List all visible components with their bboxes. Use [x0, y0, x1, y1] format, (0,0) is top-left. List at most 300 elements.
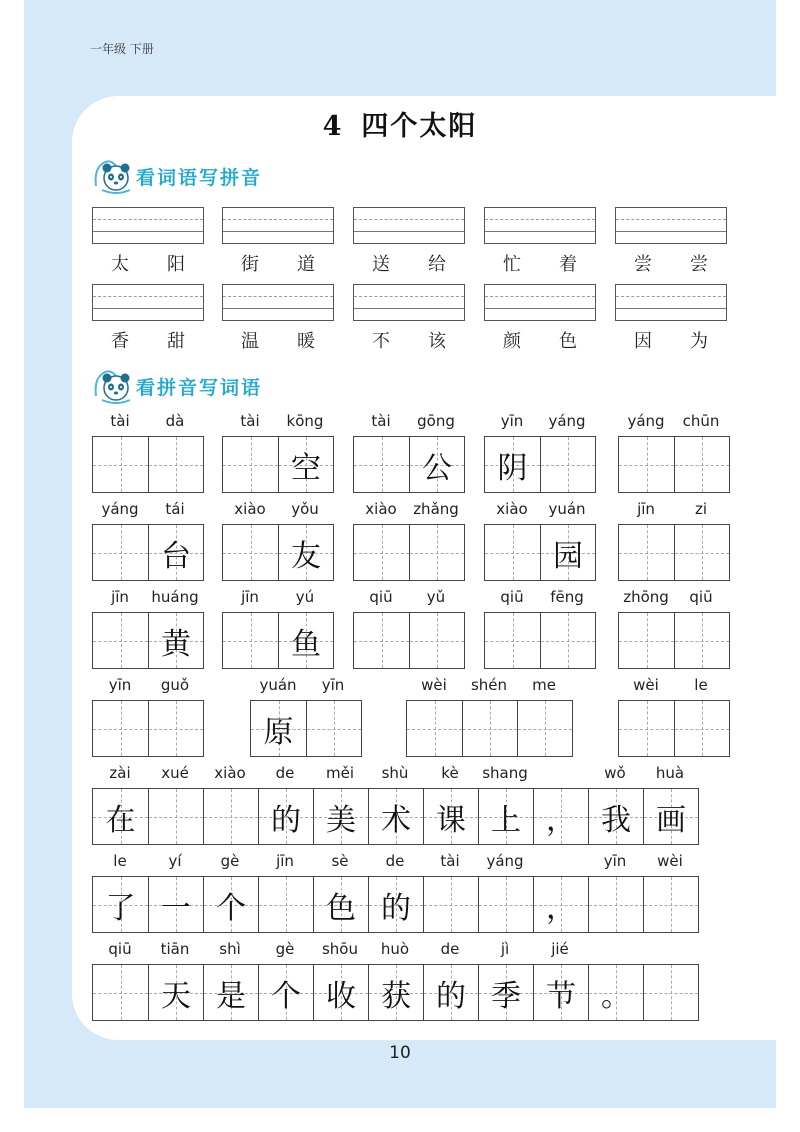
grid-char: 公: [422, 450, 452, 486]
tianzige-cell[interactable]: [306, 701, 361, 756]
tianzige-cell[interactable]: [540, 613, 595, 668]
tianzige-cell[interactable]: [258, 789, 313, 844]
word-grid: [618, 436, 730, 493]
tianzige-cell[interactable]: [485, 613, 540, 668]
grid-char: [407, 701, 462, 756]
tianzige-cell[interactable]: [540, 525, 595, 580]
lesson-number: 4: [322, 111, 344, 142]
tianzige-cell[interactable]: [148, 877, 203, 932]
lesson-name: 四个太阳: [361, 111, 478, 142]
pinyin-label: sè: [331, 852, 349, 870]
grid-char: ，: [546, 802, 576, 838]
tianzige-cell[interactable]: [223, 437, 278, 492]
pinyin-answer-box[interactable]: [353, 284, 465, 321]
pinyin-label: xiào: [214, 764, 246, 782]
tianzige-cell[interactable]: [619, 701, 674, 756]
word-grid: [406, 700, 573, 757]
tianzige-cell[interactable]: [278, 525, 333, 580]
pinyin-label: zi: [694, 500, 708, 518]
tianzige-cell[interactable]: [203, 877, 258, 932]
pinyin-label: zài: [109, 764, 131, 782]
tianzige-cell[interactable]: [485, 525, 540, 580]
word-grid: [250, 700, 362, 757]
pinyin-label: shōu: [321, 940, 358, 958]
pinyin-label: yǒu: [291, 500, 319, 518]
pinyin-label: xiào: [234, 500, 266, 518]
section-1-heading: [92, 156, 262, 196]
tianzige-cell[interactable]: [423, 965, 478, 1020]
lesson-title: [0, 104, 800, 143]
tianzige-cell[interactable]: [533, 877, 588, 932]
pinyin-label: dà: [165, 412, 185, 430]
grid-char: 美: [326, 802, 356, 838]
word-grid: [484, 612, 596, 669]
pinyin-label: fēng: [550, 588, 584, 606]
tianzige-cell[interactable]: [368, 877, 423, 932]
grid-char: 上: [491, 802, 521, 838]
grid-char: [675, 701, 729, 756]
guide-line: [93, 296, 203, 297]
grid-char: [204, 789, 258, 844]
vocab-char: 道: [297, 254, 315, 275]
pinyin-label: jì: [500, 940, 510, 958]
pinyin-label: shì: [219, 940, 241, 958]
tianzige-cell[interactable]: [148, 701, 203, 756]
panda-icon: [92, 156, 134, 196]
pinyin-label: jīn: [276, 852, 294, 870]
tianzige-cell[interactable]: [223, 613, 278, 668]
pinyin-label: kè: [441, 764, 459, 782]
grid-char: [518, 701, 572, 756]
guide-line: [485, 308, 595, 309]
tianzige-cell[interactable]: [313, 965, 368, 1020]
pinyin-label: kōng: [286, 412, 324, 430]
grid-char: [541, 613, 595, 668]
tianzige-cell[interactable]: [93, 525, 148, 580]
grid-char: 个: [216, 890, 246, 926]
pinyin-label: yáng: [486, 852, 524, 870]
guide-line: [616, 219, 726, 220]
pinyin-label: qiū: [500, 588, 524, 606]
tianzige-cell[interactable]: [674, 701, 729, 756]
pinyin-label: wèi: [657, 852, 683, 870]
pinyin-label: yīn: [603, 852, 627, 870]
word-grid: [618, 612, 730, 669]
grid-char: [149, 701, 203, 756]
guide-line: [354, 308, 464, 309]
tianzige-cell[interactable]: [409, 525, 464, 580]
tianzige-cell[interactable]: [485, 437, 540, 492]
word-grid: [618, 700, 730, 757]
pinyin-label: yáng: [627, 412, 665, 430]
pinyin-answer-box[interactable]: [92, 284, 204, 321]
vocab-char: 街: [241, 254, 259, 275]
section-1-title: 看词语写拼音: [136, 166, 263, 189]
tianzige-cell[interactable]: [588, 789, 643, 844]
grid-char: 鱼: [291, 626, 321, 662]
grid-char: 课: [436, 802, 466, 838]
pinyin-label: yú: [295, 588, 315, 606]
pinyin-label: xué: [161, 764, 189, 782]
word-grid: [92, 612, 204, 669]
pinyin-label: gè: [275, 940, 295, 958]
sentence-grid: [92, 964, 699, 1021]
grid-char: 获: [381, 978, 411, 1014]
pinyin-label: de: [385, 852, 405, 870]
pinyin-label: me: [532, 676, 556, 694]
tianzige-cell[interactable]: [93, 437, 148, 492]
guide-line: [616, 296, 726, 297]
grid-char: [424, 877, 478, 932]
grid-char: [93, 701, 148, 756]
grid-char: [149, 789, 203, 844]
tianzige-cell[interactable]: [533, 789, 588, 844]
word-grid: [353, 436, 465, 493]
grid-char: [93, 613, 148, 668]
grid-char: 原: [263, 714, 294, 750]
tianzige-cell[interactable]: [423, 789, 478, 844]
tianzige-cell[interactable]: [588, 965, 643, 1020]
pinyin-label: guǒ: [160, 676, 190, 694]
tianzige-cell[interactable]: [368, 789, 423, 844]
guide-line: [223, 308, 333, 309]
grid-char: [93, 525, 148, 580]
grid-char: [149, 437, 203, 492]
tianzige-cell[interactable]: [278, 613, 333, 668]
pinyin-label: měi: [325, 764, 354, 782]
pinyin-answer-box[interactable]: [92, 207, 204, 244]
grid-char: 色: [326, 890, 356, 926]
grid-char: 季: [491, 978, 521, 1014]
vocab-char: 忙: [503, 254, 521, 275]
vocab-word: [92, 250, 204, 276]
tianzige-cell[interactable]: [223, 525, 278, 580]
guide-line: [223, 219, 333, 220]
tianzige-cell[interactable]: [643, 965, 698, 1020]
vocab-char: 颜: [503, 331, 521, 352]
vocab-word: [353, 327, 465, 353]
vocab-word: [615, 250, 727, 276]
pinyin-label: zhōng: [623, 588, 669, 606]
grid-char: 。: [601, 978, 631, 1014]
grid-char: [644, 965, 698, 1020]
vocab-char: 甜: [167, 331, 185, 352]
grid-char: [619, 525, 674, 580]
tianzige-cell[interactable]: [533, 965, 588, 1020]
word-grid: [353, 524, 465, 581]
tianzige-cell[interactable]: [313, 877, 368, 932]
guide-line: [485, 231, 595, 232]
grid-char: 的: [271, 802, 301, 838]
vocab-char: 色: [559, 331, 577, 352]
section-2-heading: [92, 366, 262, 406]
tianzige-cell[interactable]: [619, 613, 674, 668]
grid-char: 我: [601, 802, 631, 838]
tianzige-cell[interactable]: [278, 437, 333, 492]
grid-char: 的: [381, 890, 411, 926]
tianzige-cell[interactable]: [93, 789, 148, 844]
guide-line: [485, 219, 595, 220]
tianzige-cell[interactable]: [251, 701, 306, 756]
grid-char: [93, 965, 148, 1020]
grid-char: 是: [216, 978, 246, 1014]
pinyin-label: yáng: [101, 500, 139, 518]
sentence-grid: [92, 788, 699, 845]
word-grid: [618, 524, 730, 581]
vocab-char: 因: [634, 331, 652, 352]
pinyin-label: de: [440, 940, 460, 958]
grid-char: [675, 437, 729, 492]
grid-char: [354, 525, 409, 580]
vocab-word: [484, 250, 596, 276]
guide-line: [616, 308, 726, 309]
tianzige-cell[interactable]: [462, 701, 517, 756]
pinyin-label: huà: [655, 764, 685, 782]
grid-char: 了: [105, 890, 136, 926]
grid-char: 个: [271, 978, 301, 1014]
guide-line: [616, 231, 726, 232]
word-grid: [222, 524, 334, 581]
tianzige-cell[interactable]: [478, 877, 533, 932]
pinyin-label: tài: [371, 412, 391, 430]
grid-char: [259, 877, 313, 932]
pinyin-label: tái: [165, 500, 185, 518]
vocab-word: [222, 250, 334, 276]
tianzige-cell[interactable]: [93, 965, 148, 1020]
guide-line: [485, 296, 595, 297]
tianzige-cell[interactable]: [517, 701, 572, 756]
vocab-char: 着: [559, 254, 577, 275]
grade-label: 一年级 下册: [90, 42, 154, 56]
grid-char: [223, 613, 278, 668]
pinyin-answer-box[interactable]: [615, 284, 727, 321]
grid-char: [675, 525, 729, 580]
word-grid: [484, 436, 596, 493]
grid-char: 收: [326, 978, 356, 1014]
tianzige-cell[interactable]: [148, 437, 203, 492]
vocab-word: [222, 327, 334, 353]
pinyin-label: wǒ: [604, 764, 626, 782]
tianzige-cell[interactable]: [354, 437, 409, 492]
grid-char: [354, 613, 409, 668]
pinyin-label: chūn: [682, 412, 720, 430]
pinyin-label: yuán: [548, 500, 586, 518]
guide-line: [223, 231, 333, 232]
guide-line: [354, 219, 464, 220]
page-number: 10: [389, 1043, 411, 1063]
pinyin-answer-box[interactable]: [353, 207, 465, 244]
tianzige-cell[interactable]: [643, 789, 698, 844]
pinyin-label: jié: [551, 940, 569, 958]
tianzige-cell[interactable]: [674, 437, 729, 492]
grid-char: [619, 701, 674, 756]
grid-char: 在: [105, 802, 136, 838]
pinyin-label: tài: [440, 852, 460, 870]
pinyin-label: wèi: [633, 676, 659, 694]
grid-char: [93, 437, 148, 492]
grid-char: [541, 437, 595, 492]
pinyin-label: yīn: [321, 676, 345, 694]
tianzige-cell[interactable]: [643, 877, 698, 932]
pinyin-label: yí: [168, 852, 182, 870]
grid-char: [354, 437, 409, 492]
section-2-title: 看拼音写词语: [136, 376, 263, 399]
guide-line: [93, 219, 203, 220]
grid-char: [410, 613, 464, 668]
vocab-char: 不: [372, 331, 390, 352]
tianzige-cell[interactable]: [423, 877, 478, 932]
vocab-word: [92, 327, 204, 353]
word-grid: [353, 612, 465, 669]
grid-char: [223, 437, 278, 492]
grid-char: 节: [546, 978, 576, 1014]
grid-char: [463, 701, 517, 756]
pinyin-label: shù: [381, 764, 409, 782]
tianzige-cell[interactable]: [148, 789, 203, 844]
tianzige-cell[interactable]: [354, 613, 409, 668]
grid-char: ，: [546, 890, 576, 926]
pinyin-label: jīn: [637, 500, 655, 518]
tianzige-cell[interactable]: [203, 789, 258, 844]
grid-char: 阴: [497, 450, 528, 486]
grid-char: [619, 437, 674, 492]
vocab-char: 太: [111, 254, 129, 275]
vocab-word: [484, 327, 596, 353]
grid-char: 空: [291, 450, 321, 486]
grid-char: [479, 877, 533, 932]
tianzige-cell[interactable]: [368, 965, 423, 1020]
grid-char: 园: [553, 538, 583, 574]
grid-char: 术: [381, 802, 411, 838]
pinyin-label: shang: [482, 764, 528, 782]
pinyin-label: qiū: [689, 588, 713, 606]
word-grid: [222, 612, 334, 669]
pinyin-label: qiū: [108, 940, 132, 958]
guide-line: [223, 296, 333, 297]
pinyin-label: yīn: [500, 412, 524, 430]
tianzige-cell[interactable]: [409, 437, 464, 492]
grid-char: [223, 525, 278, 580]
tianzige-cell[interactable]: [148, 613, 203, 668]
pinyin-label: tài: [110, 412, 130, 430]
tianzige-cell[interactable]: [407, 701, 462, 756]
vocab-char: 温: [241, 331, 259, 352]
pinyin-label: zhǎng: [413, 500, 459, 518]
tianzige-cell[interactable]: [148, 525, 203, 580]
grid-char: [619, 613, 674, 668]
vocab-char: 该: [428, 331, 446, 352]
pinyin-label: yuán: [259, 676, 297, 694]
pinyin-answer-box[interactable]: [222, 284, 334, 321]
grid-char: 台: [161, 538, 191, 574]
tianzige-cell[interactable]: [540, 437, 595, 492]
tianzige-cell[interactable]: [619, 525, 674, 580]
vocab-char: 阳: [167, 254, 185, 275]
tianzige-cell[interactable]: [148, 965, 203, 1020]
pinyin-label: gè: [220, 852, 240, 870]
word-grid: [92, 436, 204, 493]
pinyin-label: yǔ: [426, 588, 446, 606]
tianzige-cell[interactable]: [478, 789, 533, 844]
pinyin-answer-box[interactable]: [222, 207, 334, 244]
tianzige-cell[interactable]: [478, 965, 533, 1020]
tianzige-cell[interactable]: [93, 877, 148, 932]
sentence-grid: [92, 876, 699, 933]
panda-icon: [92, 366, 134, 406]
pinyin-label: jīn: [241, 588, 259, 606]
grid-char: [410, 525, 464, 580]
vocab-char: 给: [428, 254, 446, 275]
pinyin-label: shén: [470, 676, 508, 694]
guide-line: [354, 296, 464, 297]
grid-char: [485, 613, 540, 668]
tianzige-cell[interactable]: [354, 525, 409, 580]
word-grid: [92, 524, 204, 581]
pinyin-answer-box[interactable]: [484, 207, 596, 244]
vocab-word: [615, 327, 727, 353]
pinyin-label: tài: [240, 412, 260, 430]
tianzige-cell[interactable]: [674, 525, 729, 580]
pinyin-label: xiào: [496, 500, 528, 518]
grid-char: 天: [161, 978, 191, 1014]
pinyin-label: tiān: [160, 940, 190, 958]
pinyin-label: wèi: [421, 676, 447, 694]
tianzige-cell[interactable]: [93, 701, 148, 756]
pinyin-label: gōng: [417, 412, 455, 430]
grid-char: 友: [291, 538, 321, 574]
pinyin-label: le: [113, 852, 127, 870]
pinyin-answer-box[interactable]: [484, 284, 596, 321]
word-grid: [92, 700, 204, 757]
tianzige-cell[interactable]: [258, 965, 313, 1020]
tianzige-cell[interactable]: [409, 613, 464, 668]
vocab-char: 尝: [690, 254, 708, 275]
pinyin-label: huò: [380, 940, 410, 958]
vocab-char: 为: [690, 331, 708, 352]
pinyin-label: qiū: [369, 588, 393, 606]
tianzige-cell[interactable]: [93, 613, 148, 668]
tianzige-cell[interactable]: [313, 789, 368, 844]
guide-line: [354, 231, 464, 232]
vocab-char: 送: [372, 254, 390, 275]
pinyin-label: jīn: [111, 588, 129, 606]
tianzige-cell[interactable]: [203, 965, 258, 1020]
vocab-char: 尝: [634, 254, 652, 275]
word-grid: [484, 524, 596, 581]
guide-line: [93, 308, 203, 309]
tianzige-cell[interactable]: [258, 877, 313, 932]
grid-char: 画: [656, 802, 686, 838]
pinyin-label: yáng: [548, 412, 586, 430]
pinyin-label: le: [694, 676, 708, 694]
pinyin-label: huáng: [151, 588, 199, 606]
pinyin-label: yīn: [108, 676, 132, 694]
pinyin-answer-box[interactable]: [615, 207, 727, 244]
tianzige-cell[interactable]: [588, 877, 643, 932]
grid-char: [675, 613, 729, 668]
vocab-char: 暖: [297, 331, 315, 352]
grid-char: [485, 525, 540, 580]
tianzige-cell[interactable]: [674, 613, 729, 668]
tianzige-cell[interactable]: [619, 437, 674, 492]
grid-char: [307, 701, 361, 756]
grid-char: [644, 877, 698, 932]
guide-line: [93, 231, 203, 232]
pinyin-label: xiào: [365, 500, 397, 518]
pinyin-label: de: [275, 764, 295, 782]
word-grid: [222, 436, 334, 493]
grid-char: [589, 877, 643, 932]
